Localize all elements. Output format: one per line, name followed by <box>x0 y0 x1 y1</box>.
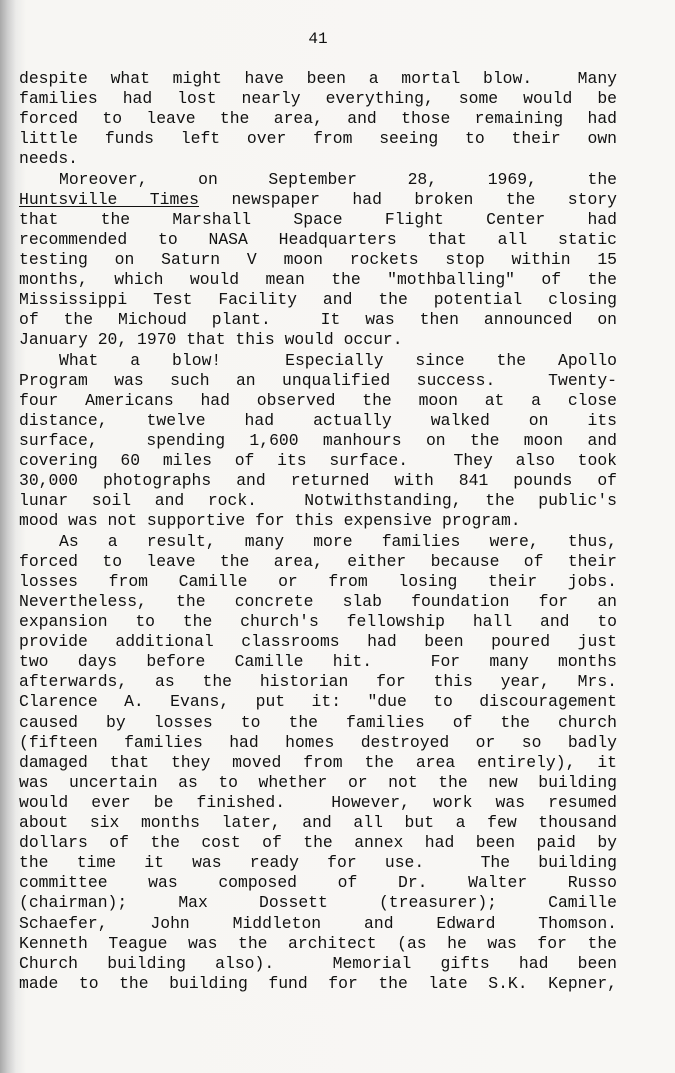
text-line: committee was composed of Dr. Walter Russo <box>19 873 617 893</box>
text-line: covering 60 miles of its surface. They also took <box>19 451 617 471</box>
text-line: Kenneth Teague was the architect (as he was for the <box>19 933 617 953</box>
text-line: of the Michoud plant. It was then announced on <box>19 310 617 330</box>
text-line: months, which would mean the "mothballing" of the <box>19 270 617 290</box>
text-line: Program was such an unqualified success. Twenty- <box>19 370 617 390</box>
text-line: two days before Camille hit. For many months <box>19 652 617 672</box>
text-line: distance, twelve had actually walked on its <box>19 410 617 430</box>
newspaper-title: Huntsville Times <box>19 189 199 209</box>
text-line: January 20, 1970 that this would occur. <box>19 330 403 350</box>
text-line: lunar soil and rock. Notwithstanding, the public's <box>19 491 617 511</box>
body-text <box>19 69 617 994</box>
text-line: would ever be finished. However, work was resumed <box>19 792 617 812</box>
text-line: damaged that they moved from the area entirely), it <box>19 752 617 772</box>
text-line: (fifteen families had homes destroyed or so badly <box>19 732 617 752</box>
text-line: Nevertheless, the concrete slab foundation for an <box>19 591 617 611</box>
text-line: Church building also). Memorial gifts had been <box>19 953 617 973</box>
text-line: Clarence A. Evans, put it: "due to discouragement <box>19 692 617 712</box>
text-line: (chairman); Max Dossett (treasurer); Camille <box>19 893 617 913</box>
text-line: made to the building fund for the late S.K. Kepner, <box>19 973 617 993</box>
text-line: about six months later, and all but a few thousand <box>19 813 617 833</box>
page-number: 41 <box>308 30 328 48</box>
text-line: recommended to NASA Headquarters that all static <box>19 229 617 249</box>
text-line: What a blow! Especially since the Apollo <box>59 350 617 370</box>
text-line: Schaefer, John Middleton and Edward Thomson. <box>19 913 617 933</box>
text-line: was uncertain as to whether or not the new building <box>19 772 617 792</box>
text-line: four Americans had observed the moon at a close <box>19 390 617 410</box>
text-line: despite what might have been a mortal blow. Many <box>19 69 617 88</box>
text-line: afterwards, as the historian for this year, Mrs. <box>19 672 617 692</box>
text-line: expansion to the church's fellowship hall and to <box>19 611 617 631</box>
text-line-with-title <box>19 190 617 210</box>
text-line: caused by losses to the families of the church <box>19 712 617 732</box>
text-line: that the Marshall Space Flight Center had <box>19 209 617 229</box>
text-line: Moreover, on September 28, 1969, the <box>59 169 617 189</box>
text-line: surface, spending 1,600 manhours on the moon and <box>19 430 617 450</box>
text-line: 30,000 photographs and returned with 841 pounds of <box>19 471 617 491</box>
text-line: families had lost nearly everything, some would be <box>19 89 617 109</box>
text-line: the time it was ready for use. The building <box>19 853 617 873</box>
text-line: mood was not supportive for this expensive program. <box>19 511 521 531</box>
text-line: losses from Camille or from losing their jobs. <box>19 571 617 591</box>
text-line: little funds left over from seeing to their own <box>19 129 617 149</box>
text-line: Mississippi Test Facility and the potential closing <box>19 290 617 310</box>
text-line-rest: newspaper had broken the story <box>231 189 617 209</box>
text-line: needs. <box>19 149 79 169</box>
text-line: dollars of the cost of the annex had been paid by <box>19 833 617 853</box>
text-line: forced to leave the area, either because of their <box>19 551 617 571</box>
text-line: provide additional classrooms had been poured just <box>19 632 617 652</box>
text-line: forced to leave the area, and those remaining had <box>19 109 617 129</box>
text-line: testing on Saturn V moon rockets stop within 15 <box>19 249 617 269</box>
text-line: As a result, many more families were, thus, <box>59 531 617 551</box>
